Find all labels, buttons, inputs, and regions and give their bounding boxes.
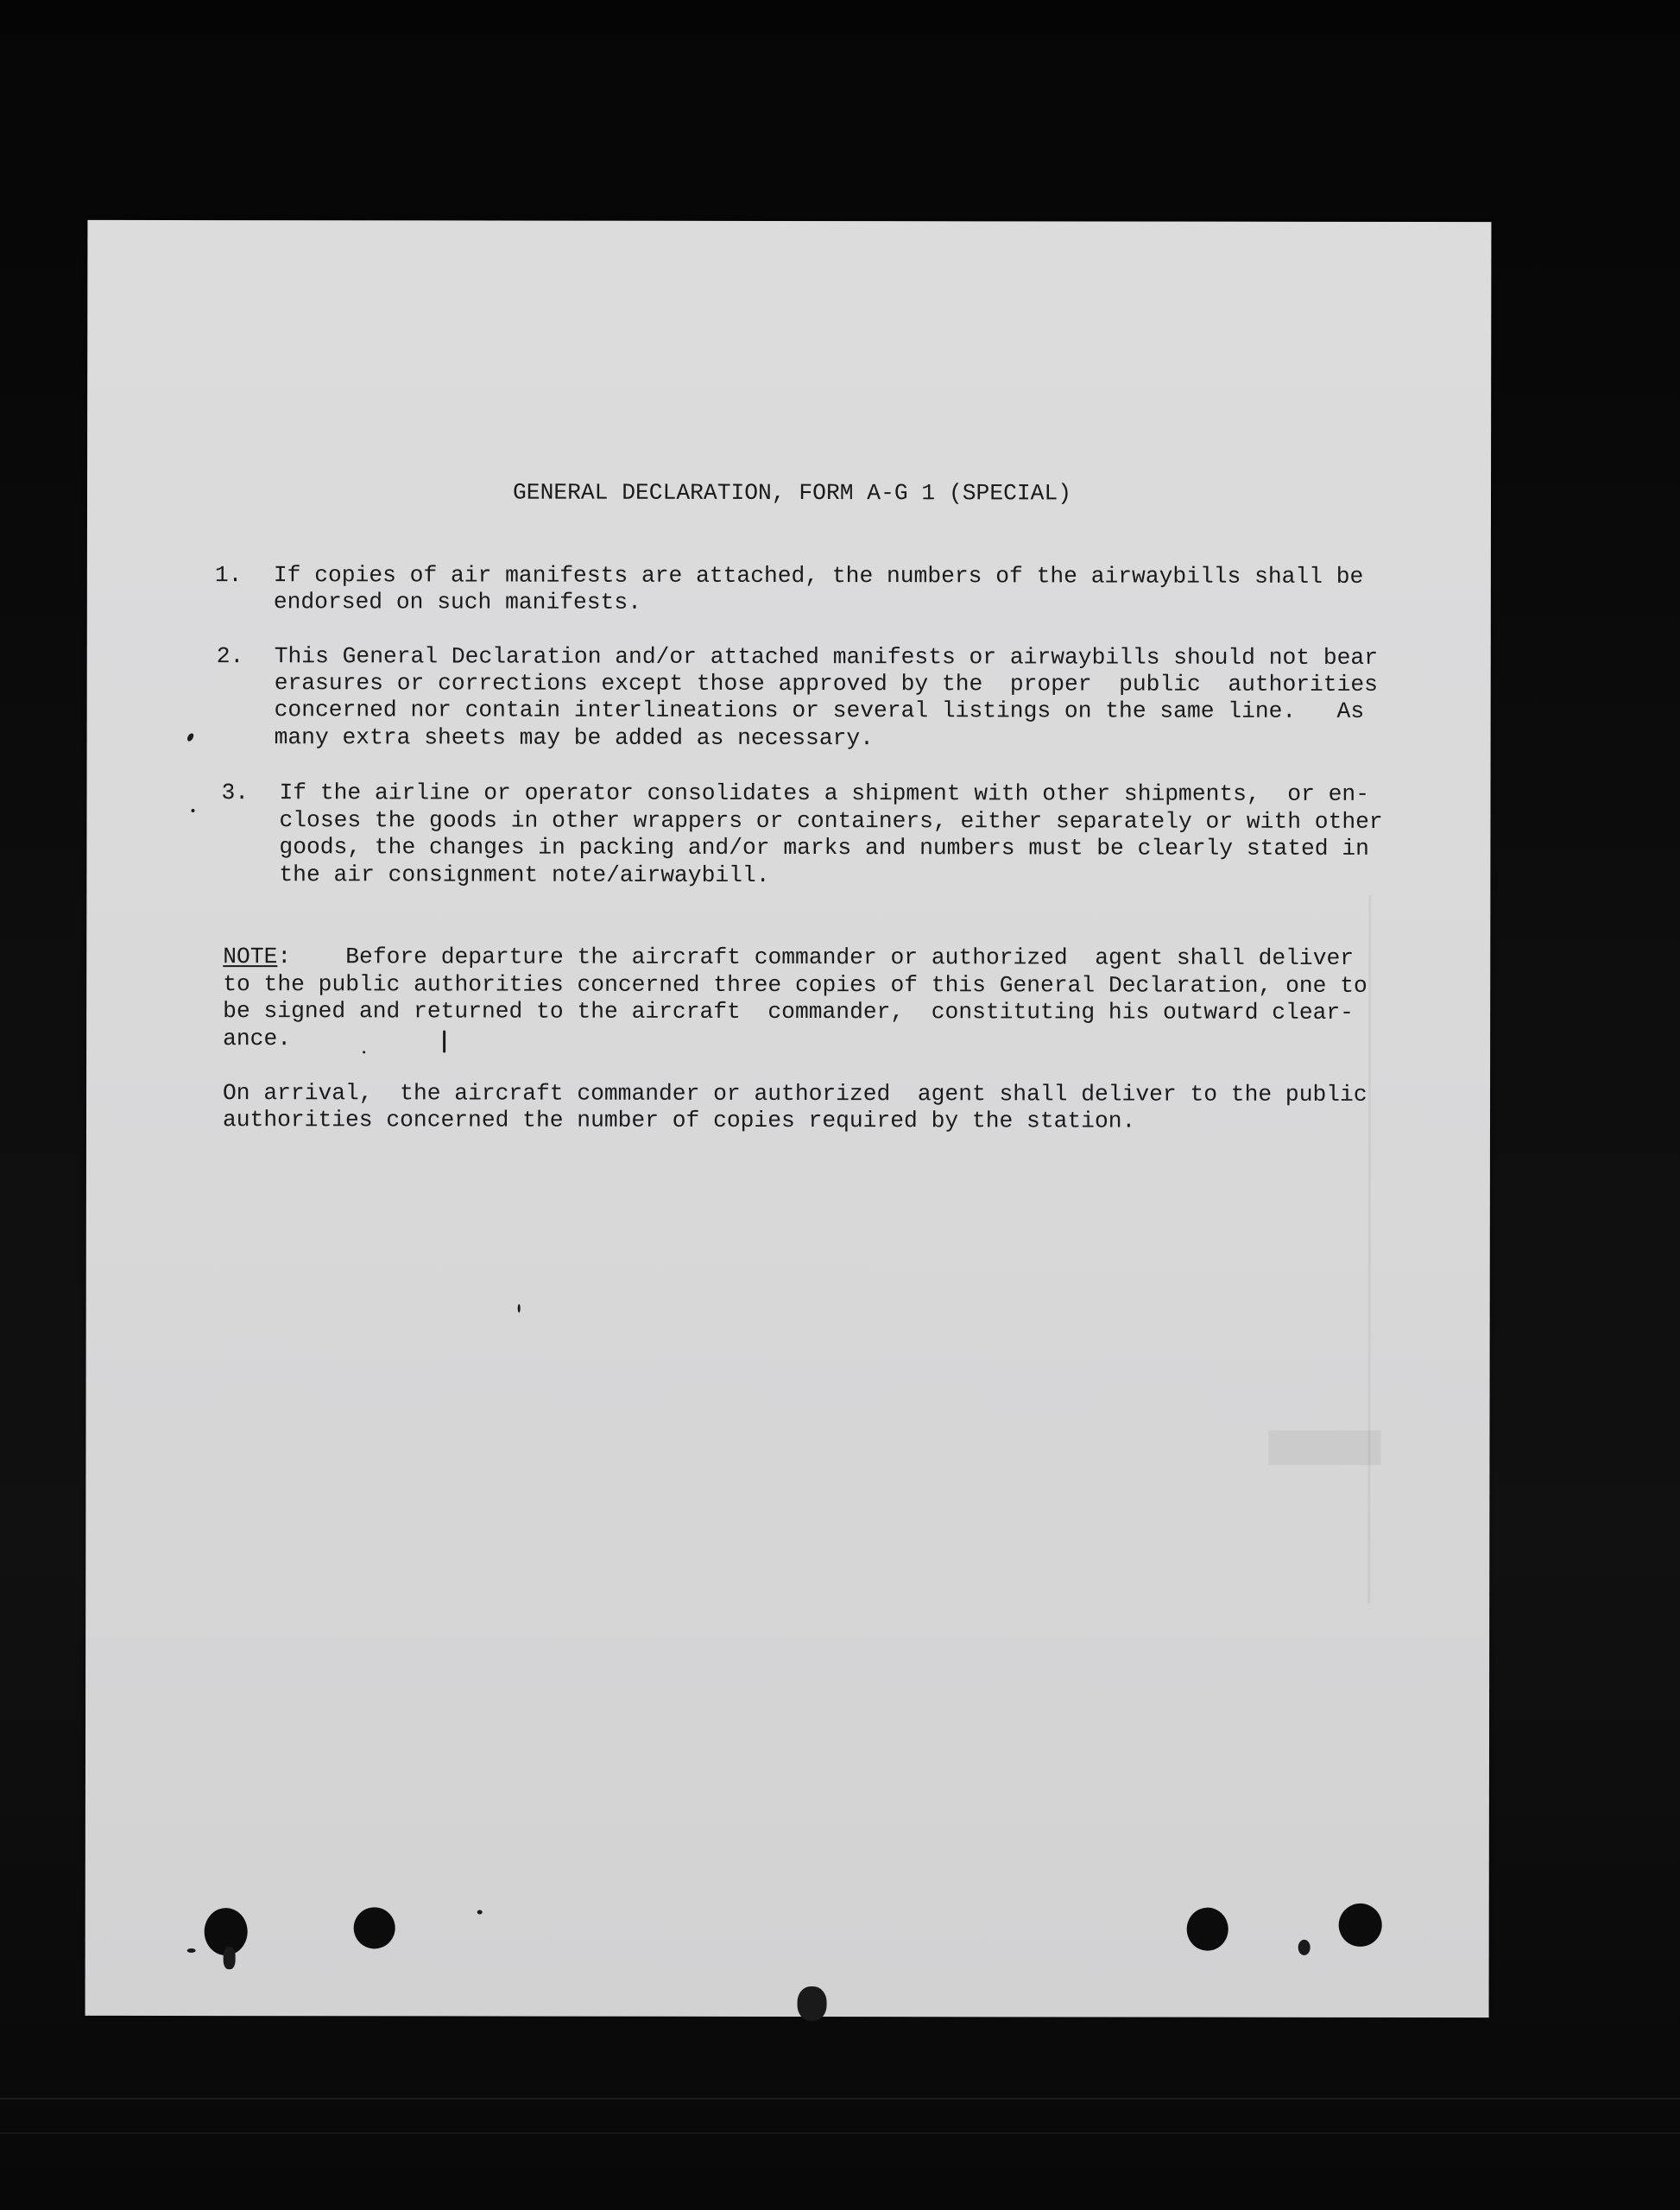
item-1-number: 1. bbox=[214, 562, 243, 589]
item-3-number: 3. bbox=[221, 780, 249, 806]
ink-speck bbox=[518, 1304, 521, 1313]
item-3-line: the air consignment note/airwaybill. bbox=[279, 862, 770, 888]
faint-ghost-mark bbox=[1268, 1430, 1380, 1465]
item-3-line: closes the goods in other wrappers or containers, either separately or with other bbox=[279, 807, 1383, 835]
punch-hole-debris bbox=[224, 1947, 236, 1969]
arrival-line: authorities concerned the number of copies required by the station. bbox=[222, 1107, 1136, 1134]
punch-hole bbox=[1187, 1908, 1228, 1951]
film-scratch bbox=[0, 2098, 1680, 2100]
note-first-line bbox=[223, 944, 1354, 972]
faint-ghost-mark bbox=[1367, 895, 1371, 1603]
ink-speck bbox=[186, 732, 195, 742]
note-first-line-text: : Before departure the aircraft commander or authorized agent shall deliver bbox=[277, 944, 1355, 971]
item-2-line: concerned nor contain interlineations or several listings on the same line. As bbox=[274, 697, 1365, 724]
note-label: NOTE bbox=[223, 944, 278, 970]
ink-speck bbox=[187, 1948, 196, 1953]
punch-hole-debris bbox=[1298, 1940, 1311, 1955]
film-scratch bbox=[0, 2132, 1680, 2134]
note-line: to the public authorities concerned three copies of this General Declaration, one to bbox=[223, 971, 1367, 999]
item-2-line: This General Declaration and/or attached manifests or airwaybills should not bear bbox=[274, 643, 1379, 671]
item-1-line: If copies of air manifests are attached, the numbers of the airwaybills shall be bbox=[273, 562, 1364, 590]
page-title: GENERAL DECLARATION, FORM A-G 1 (SPECIAL) bbox=[512, 479, 1072, 507]
ink-speck bbox=[191, 809, 194, 812]
arrival-line: On arrival, the aircraft commander or authorized agent shall deliver to the public bbox=[223, 1080, 1367, 1108]
item-2-number: 2. bbox=[216, 643, 244, 670]
item-2-line: many extra sheets may be added as necessary. bbox=[274, 724, 874, 752]
ink-speck bbox=[477, 1910, 483, 1914]
item-3-line: goods, the changes in packing and/or marks and numbers must be clearly stated in bbox=[279, 834, 1369, 862]
note-line: ance. bbox=[223, 1026, 292, 1052]
ink-speck bbox=[363, 1051, 365, 1053]
item-2-line: erasures or corrections except those approved by the proper public authorities bbox=[274, 670, 1378, 698]
ink-speck bbox=[443, 1030, 445, 1052]
document-page bbox=[85, 220, 1492, 2017]
punch-hole-debris bbox=[798, 1986, 827, 2021]
item-1-line: endorsed on such manifests. bbox=[273, 589, 641, 616]
punch-hole bbox=[354, 1907, 395, 1948]
item-3-line: If the airline or operator consolidates a shipment with other shipments, or en- bbox=[279, 780, 1370, 807]
note-line: be signed and returned to the aircraft commander, constituting his outward clear- bbox=[223, 998, 1355, 1026]
punch-hole bbox=[1339, 1904, 1382, 1947]
